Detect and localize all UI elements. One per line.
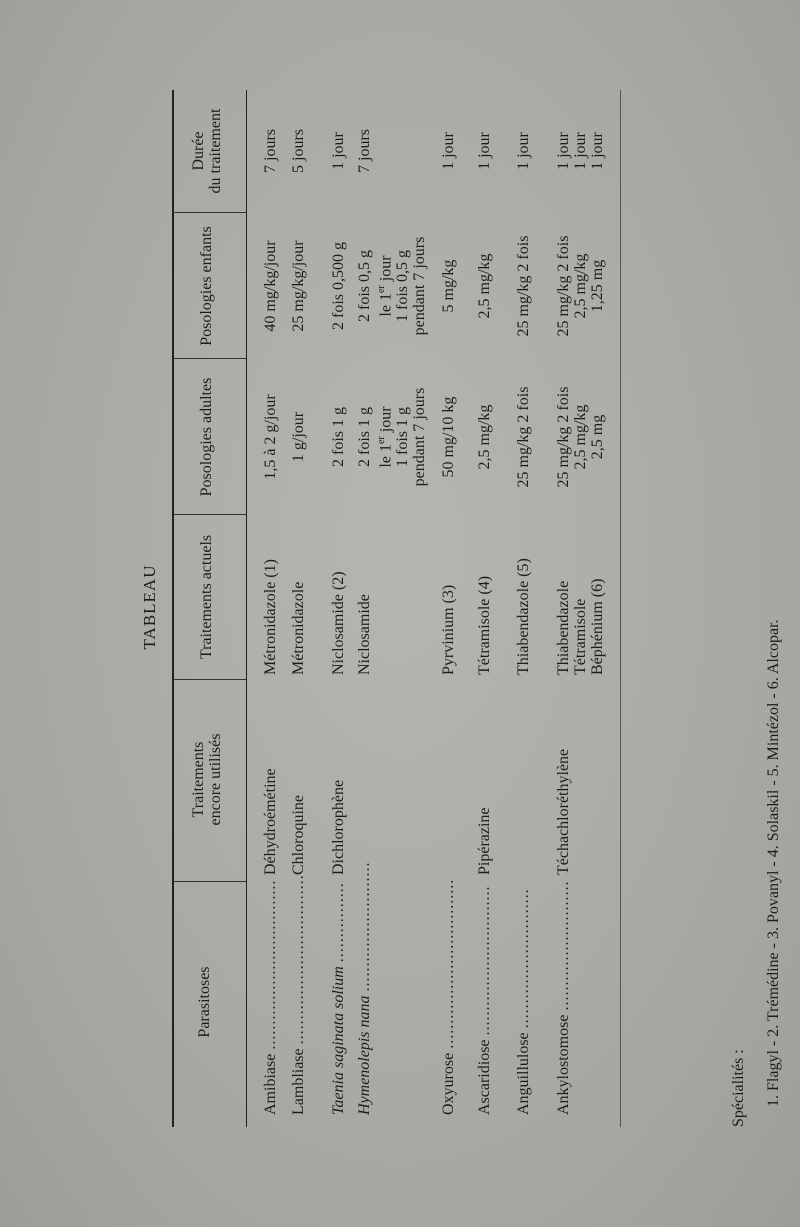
row-taenia-duree: 1 jour	[330, 132, 347, 170]
row-oxyurose-duree: 1 jour	[440, 132, 457, 170]
ankylostomose-adultes-l1: 25 mg/kg 2 fois	[555, 386, 572, 488]
header-traitements-actuels: Traitements actuels	[198, 534, 215, 660]
ankylostomose-enfants-l1: 25 mg/kg 2 fois	[555, 235, 572, 337]
hymenolepis-enfants-l3: 1 fois 0,5 g	[394, 250, 412, 322]
ankylostomose-duree-l1: 1 jour	[555, 132, 572, 170]
header-traitements-anciens	[190, 682, 224, 877]
row-anguillulose-duree: 1 jour	[515, 132, 532, 170]
row-oxyurose-adultes: 50 mg/10 kg	[440, 396, 457, 478]
row-hymenolepis-enfants	[356, 215, 428, 357]
header-duree	[190, 91, 224, 211]
header-traitements-anciens-l1: Traitements	[190, 741, 207, 818]
col-sep-5	[174, 212, 246, 213]
row-lambliase-adultes: 1 g/jour	[290, 411, 307, 463]
row-amibiase-actuel: Métronidazole (1)	[262, 559, 279, 675]
row-anguillulose-enfants: 25 mg/kg 2 fois	[515, 235, 532, 337]
row-ankylostomose-ancien: Téchachloréthylène	[555, 748, 572, 875]
hymenolepis-adultes-l2: le 1er jour	[376, 406, 395, 468]
ankylostomose-enfants-l2: 2,5 mg/kg	[572, 253, 589, 319]
row-anguillulose-adultes: 25 mg/kg 2 fois	[515, 386, 532, 488]
row-anguillulose-parasitose: Anguillulose ............................	[515, 888, 532, 1115]
ankylostomose-actuel-l1: Thiabendazole	[555, 580, 572, 675]
row-lambliase-actuel: Métronidazole	[290, 581, 307, 675]
row-hymenolepis-actuel: Niclosamide	[356, 594, 373, 675]
ankylostomose-enfants-l3: 1,25 mg	[589, 259, 606, 313]
header-parasitoses: Parasitoses	[196, 966, 213, 1038]
col-sep-2	[174, 679, 246, 680]
row-amibiase-enfants: 40 mg/kg/jour	[262, 240, 279, 332]
row-oxyurose-actuel: Pyrvinium (3)	[440, 584, 457, 675]
row-lambliase-ancien: Chloroquine	[290, 795, 307, 875]
header-duree-l2: du traitement	[207, 108, 224, 194]
col-sep-4	[174, 358, 246, 359]
row-taenia-actuel: Niclosamide (2)	[330, 571, 347, 675]
row-lambliase-parasitose: Lambliase ..................................	[290, 874, 307, 1115]
row-hymenolepis-duree: 7 jours	[356, 129, 373, 173]
footer-label: Spécialités :	[730, 1049, 747, 1127]
ankylostomose-duree-l2: 1 jour	[572, 132, 589, 170]
row-hymenolepis-adultes	[356, 362, 428, 512]
row-ankylostomose-duree	[555, 91, 606, 211]
hymenolepis-enfants-l4: pendant 7 jours	[411, 236, 429, 336]
hymenolepis-enfants-l1: 2 fois 0,5 g	[356, 250, 373, 322]
row-taenia-enfants: 2 fois 0,500 g	[330, 242, 347, 330]
row-ascaridiose-actuel: Tétramisole (4)	[476, 575, 493, 675]
row-anguillulose-actuel: Thiabendazole (5)	[515, 558, 532, 675]
row-ascaridiose-adultes: 2,5 mg/kg	[476, 404, 493, 470]
row-ascaridiose-duree: 1 jour	[476, 132, 493, 170]
table-title: TABLEAU	[140, 564, 159, 650]
row-taenia-adultes: 2 fois 1 g	[330, 407, 347, 467]
header-traitements-anciens-l2: encore utilisés	[207, 733, 224, 826]
row-taenia-ancien: Dichlorophène	[330, 779, 347, 875]
row-oxyurose-enfants: 5 mg/kg	[440, 259, 457, 313]
row-ankylostomose-parasitose: Ankylostomose ..........................	[555, 880, 572, 1115]
header-duree-l1: Durée	[190, 131, 207, 171]
hymenolepis-enfants-l2: le 1er jour	[376, 255, 395, 317]
ankylostomose-duree-l3: 1 jour	[589, 132, 606, 170]
row-hymenolepis-parasitose: Hymenolepis nana ..........................	[356, 861, 373, 1115]
row-ankylostomose-enfants	[555, 215, 606, 357]
row-lambliase-duree: 5 jours	[290, 129, 307, 173]
row-oxyurose-parasitose: Oxyurose ..................................	[440, 878, 457, 1115]
header-posologies-adultes: Posologies adultes	[198, 377, 215, 497]
ankylostomose-adultes-l2: 2,5 mg/kg	[572, 404, 589, 470]
row-ankylostomose-adultes	[555, 362, 606, 512]
row-lambliase-enfants: 25 mg/kg/jour	[290, 240, 307, 332]
table-top-rule	[172, 90, 174, 1127]
row-amibiase-ancien: Déhydroémétine	[262, 768, 279, 875]
row-amibiase-parasitose: Amibiase ..................................	[262, 879, 279, 1115]
row-ascaridiose-enfants: 2,5 mg/kg	[476, 253, 493, 319]
ankylostomose-actuel-l3: Béphénium (6)	[589, 578, 606, 675]
row-ascaridiose-parasitose: Ascaridiose ..............................	[476, 885, 493, 1115]
row-amibiase-adultes: 1,5 à 2 g/jour	[262, 394, 279, 480]
col-sep-3	[174, 514, 246, 515]
row-ascaridiose-ancien: Pipérazine	[476, 807, 493, 875]
table-header-rule	[246, 90, 247, 1127]
hymenolepis-adultes-l3: 1 fois 1 g	[394, 407, 412, 467]
col-sep-1	[174, 881, 246, 882]
header-posologies-enfants: Posologies enfants	[198, 226, 215, 346]
table-bottom-rule	[620, 90, 621, 1127]
hymenolepis-adultes-l4: pendant 7 jours	[411, 387, 429, 487]
ankylostomose-adultes-l3: 2,5 mg	[589, 414, 606, 460]
row-amibiase-duree: 7 jours	[262, 129, 279, 173]
row-taenia-parasitose: Taenia saginata solium ................	[330, 882, 347, 1115]
hymenolepis-adultes-l1: 2 fois 1 g	[356, 407, 373, 467]
ankylostomose-actuel-l2: Tétramisole	[572, 598, 589, 675]
footer-specialites: 1. Flagyl - 2. Trémédine - 3. Povanyl - 4. Solaskil - 5. Mintézol - 6. Alcopar.	[765, 619, 782, 1107]
row-ankylostomose-actuel	[555, 579, 606, 675]
